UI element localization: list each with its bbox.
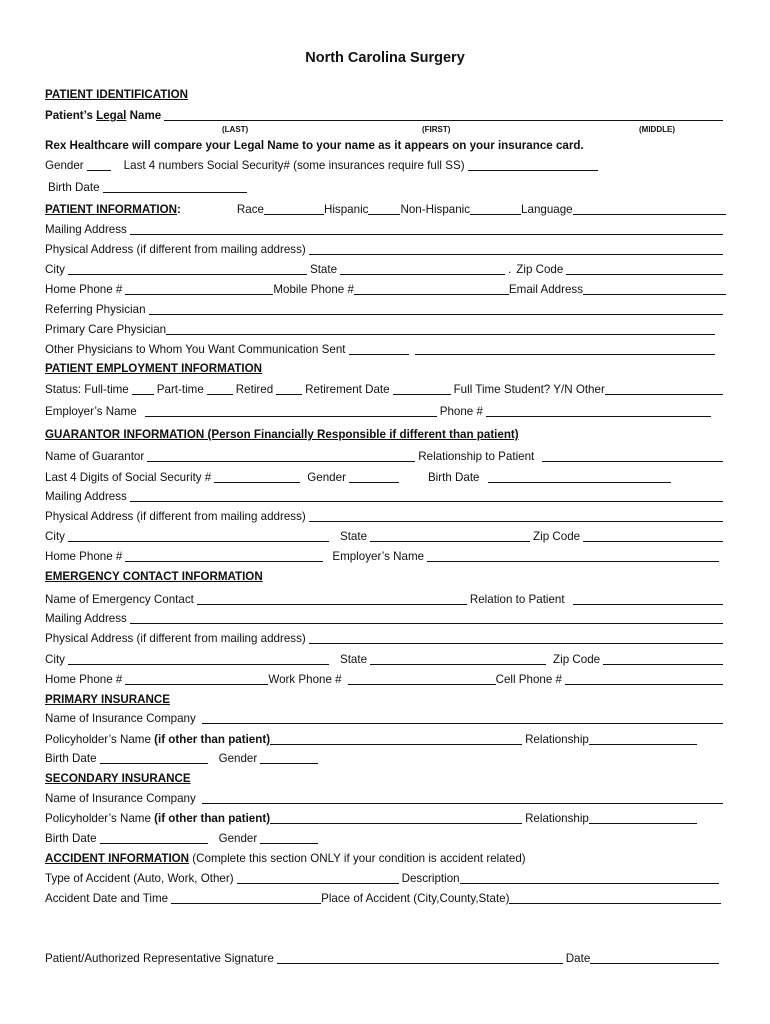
secondary-birth-date-label: Birth Date (45, 832, 97, 845)
sub-label-first: (FIRST) (422, 125, 451, 134)
section-heading: PATIENT INFORMATION: (45, 203, 181, 216)
guarantor-mailing-field[interactable] (130, 501, 723, 502)
primary-company-field[interactable] (202, 723, 723, 724)
other-physicians-label: Other Physicians to Whom You Want Communication Sent (45, 343, 346, 356)
guarantor-employer-label: Employer’s Name (332, 550, 425, 563)
emergency-relation-label: Relation to Patient (469, 593, 565, 606)
guarantor-relationship-field[interactable] (542, 461, 723, 462)
emergency-home-phone-field[interactable] (125, 684, 268, 685)
section-heading: PATIENT IDENTIFICATION (45, 88, 188, 101)
signature-date-field[interactable] (590, 963, 719, 964)
guarantor-birth-date-field[interactable] (488, 482, 672, 483)
row-mailing (45, 221, 726, 237)
secondary-policyholder-field[interactable] (270, 823, 522, 824)
email-field[interactable] (583, 294, 726, 295)
emergency-zip-label: Zip Code (553, 653, 601, 666)
section-heading: SECONDARY INSURANCE (45, 772, 191, 785)
city-field[interactable] (68, 274, 307, 275)
row-guarantor-city (45, 528, 726, 544)
row-city (45, 261, 726, 277)
guarantor-ssn-field[interactable] (214, 482, 300, 483)
row-other-physicians (45, 341, 718, 357)
guarantor-physical-field[interactable] (309, 521, 723, 522)
guarantor-name-field[interactable] (147, 461, 415, 462)
row-emergency-mailing (45, 610, 726, 626)
row-secondary-policyholder (45, 810, 700, 826)
signature-date-label: Date (565, 952, 591, 965)
emergency-work-phone-label: Work Phone # (268, 673, 342, 686)
hispanic-field[interactable] (368, 214, 400, 215)
ssn-field[interactable] (468, 170, 598, 171)
primary-policyholder-label: Policyholder’s Name (if other than patient) (45, 733, 271, 746)
hispanic-label: Hispanic (323, 203, 369, 216)
race-field[interactable] (264, 214, 324, 215)
row-primary-care (45, 321, 718, 337)
retirement-date-label: Retirement Date (305, 383, 390, 396)
guarantor-ssn-label: Last 4 Digits of Social Security # (45, 471, 212, 484)
row-accident-date (45, 890, 724, 906)
legal-name-notice: Rex Healthcare will compare your Legal Name to your name as it appears on your insurance card. (45, 139, 584, 152)
section-guarantor (45, 426, 726, 442)
part-time-label: Part-time (156, 383, 204, 396)
row-primary-birth (45, 750, 726, 766)
row-emergency-phones (45, 671, 726, 687)
emergency-physical-label: Physical Address (if different from mailing address) (45, 632, 306, 645)
race-label: Race (236, 203, 264, 216)
section-heading: PATIENT EMPLOYMENT INFORMATION (45, 362, 263, 375)
emergency-cell-phone-label: Cell Phone # (495, 673, 562, 686)
row-physical (45, 241, 726, 257)
primary-care-label: Primary Care Physician (45, 323, 167, 336)
row-guarantor-name (45, 448, 726, 464)
city-label: City (45, 263, 65, 276)
mobile-phone-label: Mobile Phone # (273, 283, 354, 296)
emergency-relation-field[interactable] (573, 604, 723, 605)
row-signature (45, 950, 722, 966)
birth-date-label: Birth Date (48, 181, 100, 194)
section-heading: EMERGENCY CONTACT INFORMATION (45, 570, 263, 583)
row-guarantor-physical (45, 508, 726, 524)
primary-birth-date-field[interactable] (100, 763, 208, 764)
primary-company-label: Name of Insurance Company (45, 712, 196, 725)
section-primary-insurance (45, 691, 726, 707)
legal-name-label: Patient’s Legal Name (45, 109, 162, 122)
guarantor-birth-date-label: Birth Date (427, 471, 480, 484)
row-guarantor-ssn (45, 469, 674, 485)
mobile-phone-field[interactable] (354, 294, 509, 295)
guarantor-zip-field[interactable] (583, 541, 723, 542)
full-time-student-label: Full Time Student? Y/N Other (453, 383, 605, 396)
section-employment (45, 360, 726, 376)
accident-place-label: Place of Accident (City,County,State) (321, 892, 510, 905)
birth-date-field[interactable] (103, 192, 247, 193)
guarantor-name-label: Name of Guarantor (45, 450, 145, 463)
secondary-policyholder-label: Policyholder’s Name (if other than patient) (45, 812, 271, 825)
page-title: North Carolina Surgery (305, 50, 465, 66)
employer-name-label: Employer’s Name (45, 405, 137, 418)
section-heading: ACCIDENT INFORMATION (Complete this section ONLY if your condition is accident related) (45, 852, 526, 865)
section-heading: PRIMARY INSURANCE (45, 693, 170, 706)
row-emergency-city (45, 651, 726, 667)
accident-place-field[interactable] (509, 903, 721, 904)
row-referring (45, 301, 726, 317)
part-time-field[interactable] (207, 394, 233, 395)
other-field[interactable] (605, 394, 723, 395)
guarantor-relationship-label: Relationship to Patient (418, 450, 535, 463)
secondary-relationship-field[interactable] (589, 823, 697, 824)
section-secondary-insurance (45, 770, 726, 786)
primary-relationship-label: Relationship (525, 733, 589, 746)
ssn-label: Last 4 numbers Social Security# (some insurances require full SS) (123, 159, 465, 172)
emergency-name-label: Name of Emergency Contact (45, 593, 194, 606)
zip-label: Zip Code (516, 263, 564, 276)
guarantor-home-phone-field[interactable] (125, 561, 323, 562)
section-emergency (45, 568, 726, 584)
row-legal-name (45, 107, 726, 123)
row-guarantor-phone (45, 548, 722, 564)
row-guarantor-mailing (45, 488, 726, 504)
emergency-home-phone-label: Home Phone # (45, 673, 123, 686)
non-hispanic-label: Non-Hispanic (400, 203, 471, 216)
row-patient-information (45, 201, 726, 217)
emergency-physical-field[interactable] (309, 643, 723, 644)
row-gender-ssn (45, 157, 726, 173)
physical-label: Physical Address (if different from mailing address) (45, 243, 306, 256)
row-status (45, 381, 726, 397)
secondary-gender-label: Gender (218, 832, 258, 845)
row-secondary-company (45, 790, 726, 806)
secondary-company-field[interactable] (202, 803, 723, 804)
emergency-cell-phone-field[interactable] (565, 684, 723, 685)
retirement-date-field[interactable] (393, 394, 451, 395)
accident-type-field[interactable] (237, 883, 399, 884)
guarantor-city-field[interactable] (68, 541, 329, 542)
employer-phone-field[interactable] (486, 416, 711, 417)
gender-field[interactable] (87, 170, 111, 171)
emergency-mailing-label: Mailing Address (45, 612, 127, 625)
accident-date-label: Accident Date and Time (45, 892, 169, 905)
section-accident (45, 850, 726, 866)
full-time-label: Status: Full-time (45, 383, 129, 396)
guarantor-zip-label: Zip Code (533, 530, 581, 543)
employer-name-field[interactable] (145, 416, 437, 417)
row-phones (45, 281, 726, 297)
referring-label: Referring Physician (45, 303, 146, 316)
separator-dot: . (508, 263, 512, 276)
full-time-field[interactable] (132, 394, 154, 395)
non-hispanic-field[interactable] (470, 214, 521, 215)
primary-policyholder-field[interactable] (270, 744, 522, 745)
row-notice (45, 137, 726, 153)
referring-field[interactable] (149, 314, 723, 315)
primary-care-field[interactable] (166, 334, 715, 335)
gender-label: Gender (45, 159, 84, 172)
guarantor-home-phone-label: Home Phone # (45, 550, 123, 563)
row-birth-date (48, 179, 726, 195)
other-physicians-field-2[interactable] (415, 354, 715, 355)
emergency-zip-field[interactable] (603, 664, 723, 665)
legal-name-field[interactable] (164, 120, 723, 121)
state-label: State (309, 263, 338, 276)
employer-phone-label: Phone # (439, 405, 483, 418)
primary-gender-field[interactable] (260, 763, 318, 764)
guarantor-mailing-label: Mailing Address (45, 490, 127, 503)
home-phone-label: Home Phone # (45, 283, 123, 296)
row-accident-type (45, 870, 722, 886)
accident-type-label: Type of Accident (Auto, Work, Other) (45, 872, 234, 885)
retired-label: Retired (235, 383, 274, 396)
guarantor-gender-field[interactable] (349, 482, 399, 483)
physical-field[interactable] (309, 254, 723, 255)
accident-description-field[interactable] (460, 883, 719, 884)
primary-relationship-field[interactable] (589, 744, 697, 745)
emergency-mailing-field[interactable] (130, 623, 723, 624)
guarantor-physical-label: Physical Address (if different from mailing address) (45, 510, 306, 523)
sub-label-middle: (MIDDLE) (639, 125, 675, 134)
section-patient-identification (45, 86, 726, 102)
emergency-work-phone-field[interactable] (348, 684, 496, 685)
secondary-birth-date-field[interactable] (100, 843, 208, 844)
emergency-city-field[interactable] (68, 664, 329, 665)
row-primary-policyholder (45, 731, 700, 747)
guarantor-employer-field[interactable] (427, 561, 719, 562)
row-emergency-name (45, 591, 726, 607)
state-field[interactable] (340, 274, 505, 275)
secondary-gender-field[interactable] (260, 843, 318, 844)
accident-date-field[interactable] (171, 903, 321, 904)
row-employer (45, 403, 714, 419)
accident-description-label: Description (401, 872, 460, 885)
secondary-relationship-label: Relationship (525, 812, 589, 825)
guarantor-state-label: State (339, 530, 368, 543)
row-emergency-physical (45, 630, 726, 646)
guarantor-gender-label: Gender (307, 471, 346, 484)
emergency-state-label: State (339, 653, 368, 666)
guarantor-city-label: City (45, 530, 65, 543)
emergency-name-field[interactable] (197, 604, 467, 605)
email-label: Email Address (508, 283, 584, 296)
secondary-company-label: Name of Insurance Company (45, 792, 196, 805)
mailing-label: Mailing Address (45, 223, 127, 236)
language-label: Language (521, 203, 573, 216)
other-physicians-field-1[interactable] (349, 354, 409, 355)
emergency-city-label: City (45, 653, 65, 666)
language-field[interactable] (573, 214, 726, 215)
signature-label: Patient/Authorized Representative Signature (45, 952, 274, 965)
retired-field[interactable] (276, 394, 302, 395)
guarantor-state-field[interactable] (370, 541, 530, 542)
section-heading: GUARANTOR INFORMATION (Person Financially Responsible if different than patient) (45, 428, 519, 441)
zip-field[interactable] (566, 274, 723, 275)
row-primary-company (45, 710, 726, 726)
primary-gender-label: Gender (218, 752, 258, 765)
primary-birth-date-label: Birth Date (45, 752, 97, 765)
sub-label-last: (LAST) (222, 125, 249, 134)
mailing-field[interactable] (130, 234, 723, 235)
emergency-state-field[interactable] (370, 664, 546, 665)
home-phone-field[interactable] (125, 294, 273, 295)
signature-field[interactable] (277, 963, 563, 964)
row-secondary-birth (45, 830, 726, 846)
